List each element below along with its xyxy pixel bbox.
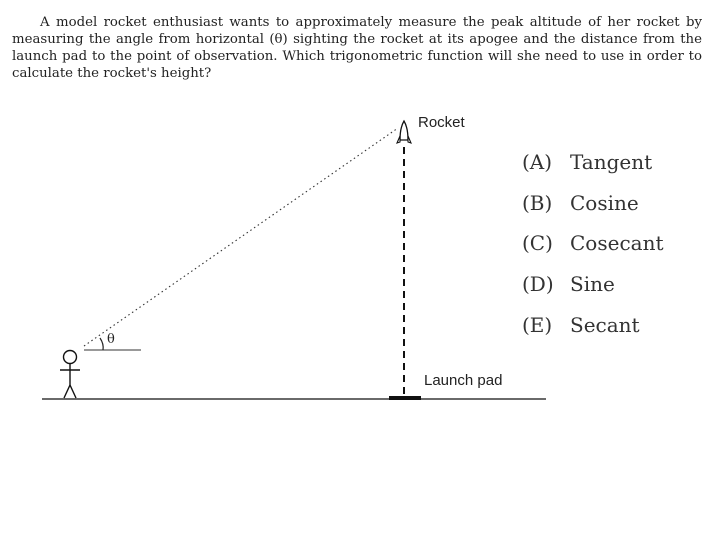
observer-figure (60, 351, 80, 399)
angle-arc (100, 338, 103, 350)
choice-letter: (C) (522, 231, 553, 256)
choice-text: Sine (570, 272, 615, 297)
choice-d[interactable] (522, 272, 664, 313)
angle-label: θ (107, 332, 115, 347)
line-of-sight (84, 128, 398, 346)
choice-text: Cosine (570, 190, 639, 215)
choice-e[interactable] (522, 313, 664, 354)
answer-choices (522, 150, 664, 353)
choice-letter: (A) (522, 150, 553, 174)
choice-a[interactable] (522, 150, 664, 191)
choice-letter: (E) (522, 312, 553, 337)
launch-pad-label: Launch pad (424, 372, 503, 389)
rocket-label: Rocket (418, 114, 465, 131)
choice-c[interactable] (522, 231, 664, 272)
choice-text: Tangent (570, 150, 653, 174)
choice-text: Secant (570, 312, 640, 337)
rocket-icon (397, 121, 411, 143)
choice-letter: (B) (522, 190, 553, 215)
choice-b[interactable] (522, 191, 664, 232)
choice-letter: (D) (522, 272, 554, 297)
choice-text: Cosecant (570, 231, 664, 256)
question-text: A model rocket enthusiast wants to approximately measure the peak altitude of her rocket by measuring the angle from horizontal (θ) sighting the rocket at its apogee and the distance from the launch pad to the point of observation. Which trigonometric function will she need to use in order to calculate the rocket's height? (12, 15, 702, 81)
